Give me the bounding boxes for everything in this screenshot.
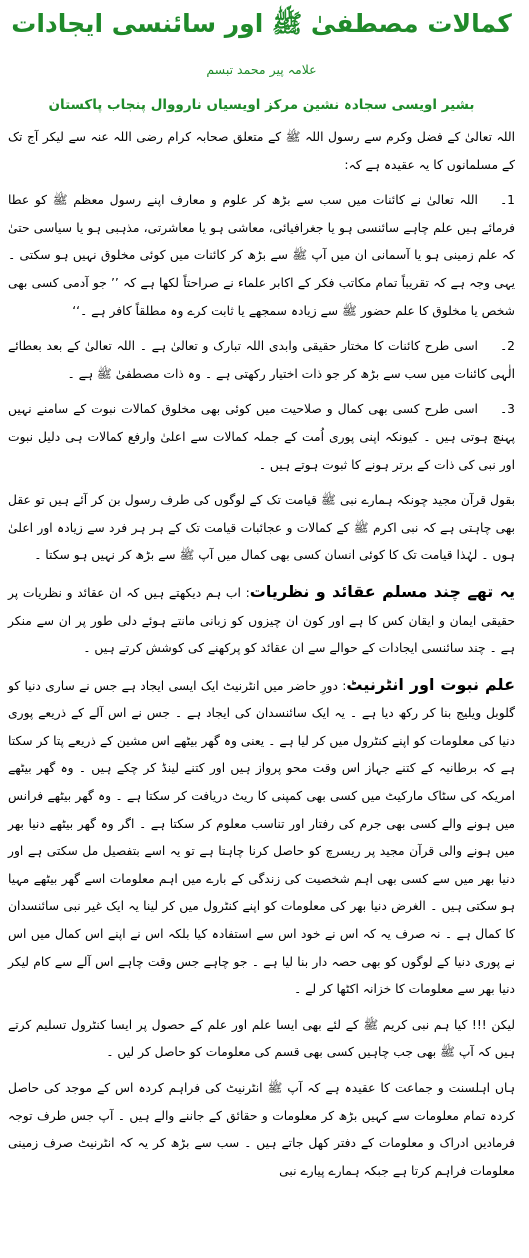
belief-point-2 [8, 333, 515, 388]
section-heading-internet: علم نبوت اور انٹرنیٹ [346, 674, 516, 694]
point-text: اسی طرح کسی بھی کمال و صلاحیت میں کوئی بھی مخلوق کمالات نبوت کے سامنے نہیں پہنچ ہوتی ہیں ۔ کیونکہ اپنی پوری اُمت کے جملہ کمالات سے اعلیٰ وارفع کمالات ہی دلیل نبوت اور نبی کی ذات کے برتر ہونے کا ثبوت ہوتے ہیں ۔ [8, 402, 515, 472]
lekin-paragraph: لیکن !!! کیا ہم نبی کریم ﷺ کے لئے بھی ایسا علم اور علم کے حصول پر ایسا کنٹرول تسلیم کرتے ہیں کہ آپ ﷺ بھی جب چاہیں کسی بھی قسم کی معلومات کو حاصل کر لیں ۔ [8, 1017, 515, 1060]
point-text: اللہ تعالیٰ نے کائنات میں سب سے بڑھ کر علوم و معارف اپنے رسول معظم ﷺ کو عطا فرمائے ہیں علم چاہے سائنسی ہو یا جغرافیائی، معاشی ہو یا معاشرتی، مذہبی ہو یا سیاسی حتیٰ کہ علم زمینی ہو یا آسمانی ان میں آپ ﷺ سے بڑھ کر کائنات میں کوئی مخلوق نہیں ہو سکتی ۔ یہی وجہ ہے کہ تقریباً تمام مکاتب فکر کے اکابر علماء نے صراحتاً لکھا ہے کہ ’’ جو آدمی کسی بھی شخص یا مخلوق کا علم حضور ﷺ سے زیادہ سمجھے یا ثابت کرے وہ مطلقاً کافر ہے ۔‘‘ [8, 193, 515, 318]
section-heading-beliefs: یہ تھے چند مسلم عقائد و نظریات [249, 581, 516, 601]
point-number: 3۔ [499, 402, 515, 417]
belief-point-1 [8, 187, 515, 325]
article-author: علامہ پیر محمد تبسم [206, 62, 317, 77]
beliefs-section-paragraph [8, 578, 515, 663]
quran-paragraph: بقول قرآن مجید چونکہ ہمارے نبی ﷺ قیامت تک کے لوگوں کی طرف رسول بن کر آئے ہیں تو عقل بھی چاہتی ہے کہ نبی اکرم ﷺ کے کمالات و عجائبات قیامت تک کے ہر ہر فرد سے زیادہ اور اعلیٰ ہوں ۔ لہٰذا قیامت تک کا کوئی انسان کسی بھی کمال میں آپ ﷺ سے بڑھ کر نہیں ہو سکتا ۔ [8, 493, 515, 563]
point-number: 1۔ [499, 193, 515, 208]
point-number: 2۔ [499, 339, 515, 354]
author-affiliation: بشیر اویسی سجادہ نشین مرکز اویسیاں نارووال پنجاب پاکستان [48, 97, 475, 113]
ahlesunnat-paragraph: ہاں اہلسنت و جماعت کا عقیدہ ہے کہ آپ ﷺ انٹرنیٹ کی فراہم کردہ اس کے موجد کی حاصل کردہ تمام معلومات سے کہیں بڑھ کر معلومات و حقائق کے جاننے والے ہیں ۔ آپ جس طرف توجہ فرمادیں ادراک و معلومات کے دفتر کھل جاتے ہیں ۔ سب سے بڑھ کر یہ کہ انٹرنیٹ صرف زمینی معلومات فراہم کرتا ہے جبکہ ہمارے پیارے نبی [8, 1081, 515, 1178]
article-title: کمالات مصطفیٰ ﷺ اور سائنسی ایجادات [11, 9, 512, 38]
point-text: اسی طرح کائنات کا مختار حقیقی وابدی اللہ تبارک و تعالیٰ ہے ۔ اللہ تعالیٰ کے بعد بعطائے الٰہی کائنات میں سب سے بڑھ کر جو ذات اختیار رکھتی ہے ۔ وہ ذات مصطفیٰ ﷺ ہے ۔ [8, 339, 515, 381]
intro-paragraph: اللہ تعالیٰ کے فضل وکرم سے رسول اللہ ﷺ کے متعلق صحابہ کرام رضی اللہ عنہ سے لیکر آج تک کے مسلمانوں کا یہ عقیدہ ہے کہ: [8, 130, 515, 172]
section-text: : اب ہم دیکھتے ہیں کہ ان عقائد و نظریات پر حقیقی ایمان و ایقان کس کا ہے اور کون ان چیزوں کو زبانی مانتے ہوئے دلی طور پر ان سے منکر ہے ۔ چند سائنسی ایجادات کے حوالے سے ان عقائد کو پرکھنے کی کوشش کرتے ہیں ۔ [8, 585, 515, 656]
belief-point-3 [8, 396, 515, 479]
section-text: : دورِ حاضر میں انٹرنیٹ ایک ایسی ایجاد ہے جس نے ساری دنیا کو گلوبل ویلیج بنا کر رکھ دیا ہے ۔ یہ ایک سائنسدان کی ایجاد ہے ۔ جس نے اس آلے کے ذریعے پوری دنیا کی معلومات کو اپنے کنٹرول میں کر لیا ہے ۔ یعنی وہ گھر بیٹھے اس مشین کے ذریعے پتا کر سکتا ہے کہ برطانیہ کے کتنے جہاز اس وقت محو پرواز ہیں اور کتنے لینڈ کر چکے ہیں ۔ وہ گھر بیٹھے امریکہ کی سٹاک مارکیٹ میں کسی بھی کمپنی کا ریٹ دریافت کر سکتا ہے ۔ وہ گھر بیٹھے فرانس میں ہونے والے کسی بھی جرم کی رفتار اور تناسب معلوم کر سکتا ہے ۔ اگر وہ گھر بیٹھے دنیا بھر میں ہونے والی قرآن مجید پر ریسرچ کو حاصل کرنا چاہتا ہے تو یہ اسے بتفصیل مل سکتی ہے اور دنیا بھر میں سے کسی بھی اہم شخصیت کی زندگی کے بارے میں اہم معلومات اسے گھر بیٹھے مہیا ہو سکتی ہیں ۔ الغرض دنیا بھر کی معلومات کو اپنے کنٹرول میں کر لینا یہ ایک غیر نبی سائنسدان کا کمال ہے ۔ نہ صرف یہ کہ اس نے خود اس سے استفادہ کیا بلکہ اس نے اپنے اس کمال میں اس نے پوری دنیا کے لوگوں کو بھی حصہ دار بنا لیا ہے ۔ جو چاہے جس وقت چاہے اس آلے سے کام لیکر دنیا بھر سے معلومات کا خزانہ اکٹھا کر لے ۔ [8, 678, 515, 997]
internet-section-paragraph [8, 671, 515, 1004]
